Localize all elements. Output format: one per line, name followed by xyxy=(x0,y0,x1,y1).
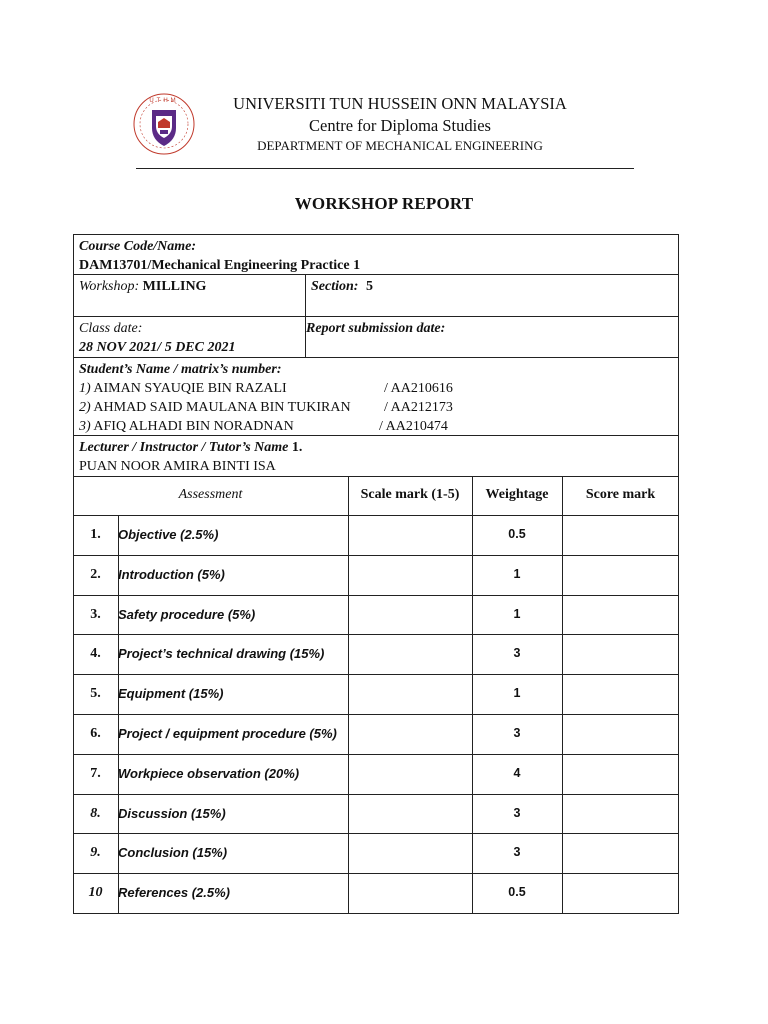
row-number: 1. xyxy=(90,527,101,542)
row-label: Safety procedure (5%) xyxy=(118,607,256,622)
row-label: Discussion (15%) xyxy=(118,806,226,821)
header-divider xyxy=(136,168,634,169)
student-matrix: / AA210616 xyxy=(384,381,453,396)
row-divider xyxy=(73,674,679,675)
row-number: 6. xyxy=(90,726,101,741)
row-label: Equipment (15%) xyxy=(118,686,224,701)
submission-date-field xyxy=(305,317,679,340)
student-row xyxy=(79,379,673,398)
row-label: Project’s technical drawing (15%) xyxy=(118,646,325,661)
section-label: Section: xyxy=(311,279,359,294)
class-date-field xyxy=(73,317,305,359)
row-weightage: 1 xyxy=(513,607,521,621)
students-label: Student’s Name / matrix’s number: xyxy=(79,362,282,377)
row-weightage: 3 xyxy=(513,806,521,820)
row-label: Objective (2.5%) xyxy=(118,527,219,542)
row-weightage: 3 xyxy=(513,726,521,740)
lecturer-suffix: 1. xyxy=(291,440,303,455)
class-date-label: Class date: xyxy=(79,321,143,336)
row-number: 3. xyxy=(90,607,101,622)
logo-letters: UTHM xyxy=(149,98,179,104)
student-matrix: / AA212173 xyxy=(384,400,453,415)
row-label: Project / equipment procedure (5%) xyxy=(118,726,337,741)
centre-name: Centre for Diploma Studies xyxy=(309,116,491,135)
row-weightage: 0.5 xyxy=(508,885,526,899)
row-weightage: 0.5 xyxy=(508,527,526,541)
row-weightage: 3 xyxy=(513,646,521,660)
row-label: Introduction (5%) xyxy=(118,567,225,582)
report-title: WORKSHOP REPORT xyxy=(294,194,474,213)
header-assessment: Assessment xyxy=(178,487,243,502)
student-name: AHMAD SAID MAULANA BIN TUKIRAN xyxy=(93,400,351,415)
row-divider xyxy=(73,873,679,874)
row-number: 9. xyxy=(90,845,101,860)
row-label: References (2.5%) xyxy=(118,885,230,900)
lecturer-field xyxy=(73,436,679,478)
row-divider xyxy=(73,555,679,556)
row-number: 7. xyxy=(90,766,101,781)
row-weightage: 3 xyxy=(513,845,521,859)
workshop-field xyxy=(73,275,305,298)
university-name: UNIVERSITI TUN HUSSEIN ONN MALAYSIA xyxy=(233,94,567,113)
lecturer-label: Lecturer / Instructor / Tutor’s Name xyxy=(79,440,289,455)
workshop-label: Workshop: xyxy=(79,279,140,294)
row-divider xyxy=(73,714,679,715)
row-number: 10 xyxy=(88,885,103,900)
divider xyxy=(562,476,563,914)
section-field xyxy=(305,275,679,298)
row-label: Workpiece observation (20%) xyxy=(118,766,300,781)
row-divider xyxy=(73,634,679,635)
workshop-value: MILLING xyxy=(142,279,207,294)
row-number: 4. xyxy=(90,646,101,661)
class-date-value: 28 NOV 2021/ 5 DEC 2021 xyxy=(79,340,236,355)
row-divider xyxy=(73,833,679,834)
uthm-logo xyxy=(132,92,196,156)
header-scale-mark: Scale mark (1-5) xyxy=(360,487,460,502)
student-row xyxy=(79,398,673,417)
student-name: AIMAN SYAUQIE BIN RAZALI xyxy=(93,381,287,396)
student-matrix: / AA210474 xyxy=(379,419,448,434)
student-name: AFIQ ALHADI BIN NORADNAN xyxy=(93,419,294,434)
students-field xyxy=(73,358,679,438)
course-label: Course Code/Name: xyxy=(79,239,197,254)
row-number: 8. xyxy=(90,806,101,821)
row-number: 5. xyxy=(90,686,101,701)
course-value: DAM13701/Mechanical Engineering Practice 1 xyxy=(79,258,361,273)
student-num: 1) xyxy=(79,381,91,396)
lecturer-value: PUAN NOOR AMIRA BINTI ISA xyxy=(79,459,276,474)
row-weightage: 1 xyxy=(513,686,521,700)
header-weightage: Weightage xyxy=(485,487,549,502)
row-divider xyxy=(73,515,679,516)
submission-date-label: Report submission date: xyxy=(306,321,446,336)
divider xyxy=(348,476,349,914)
student-num: 3) xyxy=(79,419,91,434)
course-field xyxy=(73,235,679,277)
row-weightage: 1 xyxy=(513,567,521,581)
student-row xyxy=(79,417,673,436)
section-value: 5 xyxy=(365,279,373,294)
department-name: DEPARTMENT OF MECHANICAL ENGINEERING xyxy=(257,138,543,153)
row-divider xyxy=(73,794,679,795)
row-number: 2. xyxy=(90,567,101,582)
student-num: 2) xyxy=(79,400,91,415)
row-weightage: 4 xyxy=(513,766,521,780)
header-score-mark: Score mark xyxy=(585,487,656,502)
row-label: Conclusion (15%) xyxy=(118,845,228,860)
row-divider xyxy=(73,595,679,596)
row-divider xyxy=(73,754,679,755)
